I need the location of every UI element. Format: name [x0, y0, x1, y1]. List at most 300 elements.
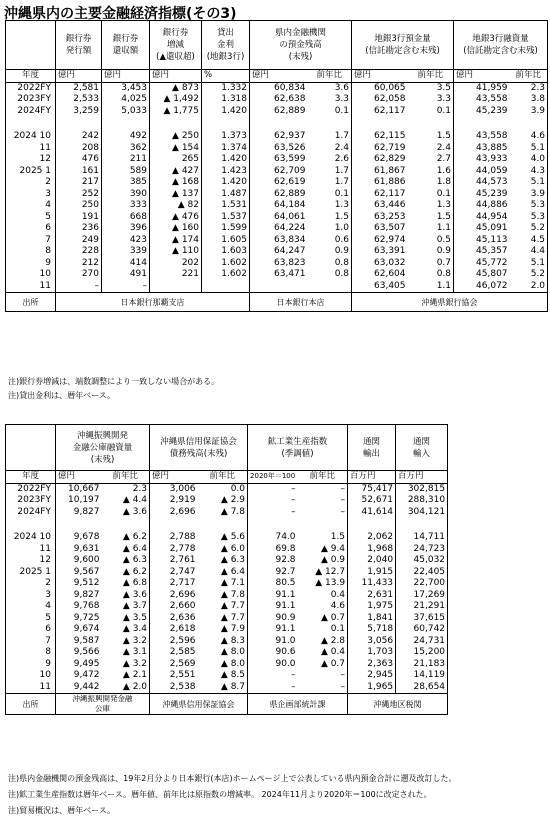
table-cell: 62,058: [352, 94, 408, 106]
table-cell: 22,405: [396, 567, 448, 579]
row-label: 2024 10: [6, 131, 56, 143]
table-cell: 2.4: [408, 143, 454, 155]
table-cell: 63,507: [352, 223, 408, 235]
table-cell: 45,772: [454, 258, 510, 270]
table-row: [6, 246, 548, 258]
table-cell: –: [298, 507, 348, 519]
row-label: 10: [6, 269, 56, 281]
table-cell: 3.3: [308, 94, 352, 106]
table-cell: 62,889: [250, 106, 308, 118]
table-cell: 3,453: [102, 82, 150, 94]
table-cell: ▲ 82: [150, 200, 202, 212]
table-cell: 5.1: [510, 143, 548, 155]
table-cell: 80.5: [248, 578, 298, 590]
table-cell: 1.487: [202, 189, 250, 201]
table-cell: 2,040: [348, 555, 396, 567]
table-row: [6, 94, 548, 106]
header-bank-return: 銀行券 還収額: [102, 21, 150, 70]
table-cell: ▲ 7.7: [198, 601, 248, 613]
table-cell: 11,433: [348, 578, 396, 590]
table-cell: 1.423: [202, 166, 250, 178]
table-cell: 62,829: [352, 154, 408, 166]
table-cell: 1.603: [202, 246, 250, 258]
header-blank: [6, 425, 56, 471]
spacer-cell: [408, 117, 454, 131]
table-cell: 304,121: [396, 507, 448, 519]
table-cell: 2,538: [150, 682, 198, 694]
table-cell: 2.6: [308, 154, 352, 166]
table-cell: 43,933: [454, 154, 510, 166]
table-cell: 63,834: [250, 235, 308, 247]
spacer-cell: [248, 518, 298, 532]
table-cell: 17,269: [396, 590, 448, 602]
table-cell: ▲ 8.0: [198, 659, 248, 671]
table-cell: 423: [102, 235, 150, 247]
table-row: [6, 636, 448, 648]
table-cell: 0.1: [408, 189, 454, 201]
table-cell: ▲ 8.3: [198, 636, 248, 648]
row-label: 2025 1: [6, 567, 56, 579]
table-cell: 21,291: [396, 601, 448, 613]
table-cell: –: [298, 670, 348, 682]
table-cell: 252: [56, 189, 102, 201]
table-row: [6, 567, 448, 579]
table-row: [6, 495, 448, 507]
table-cell: 0.9: [408, 246, 454, 258]
table-cell: 91.1: [248, 624, 298, 636]
table-cell: –: [298, 682, 348, 694]
table-row: [6, 269, 548, 281]
header-loans3: 地銀3行融資量 (信託勘定含む末残): [454, 21, 548, 70]
table-cell: 1.5: [308, 212, 352, 224]
units-row: [6, 471, 448, 484]
table-row: [6, 281, 548, 293]
table-row: [6, 200, 548, 212]
header-mining: 鉱工業生産指数 (季調値): [248, 425, 348, 471]
unit-cell: 億円: [56, 70, 102, 83]
spacer-cell: [102, 117, 150, 131]
table-cell: 1,968: [348, 544, 396, 556]
table-cell: 64,224: [250, 223, 308, 235]
table-cell: 2.7: [408, 154, 454, 166]
table-cell: 24,723: [396, 544, 448, 556]
source-customs: 沖縄地区税関: [348, 694, 448, 715]
table-cell: 250: [56, 200, 102, 212]
table-row: [6, 131, 548, 143]
table-cell: ▲ 1,492: [150, 94, 202, 106]
table-cell: 2,618: [150, 624, 198, 636]
unit-cell: 前年比: [198, 471, 248, 484]
table-cell: 2,945: [348, 670, 396, 682]
table-cell: ▲ 3.6: [102, 590, 150, 602]
table-cell: 44,573: [454, 177, 510, 189]
table-cell: 64,247: [250, 246, 308, 258]
table-cell: ▲ 873: [150, 82, 202, 94]
spacer-cell: [250, 117, 308, 131]
table-cell: 5.2: [510, 269, 548, 281]
table-cell: –: [56, 281, 102, 293]
unit-cell: 前年比: [510, 70, 548, 83]
spacer-row: [6, 117, 548, 131]
table-cell: 62,719: [352, 143, 408, 155]
table-cell: 362: [102, 143, 150, 155]
table-cell: 191: [56, 212, 102, 224]
row-label: 9: [6, 659, 56, 671]
table-cell: 1.7: [308, 166, 352, 178]
table-cell: 1.374: [202, 143, 250, 155]
table-cell: 0.8: [408, 269, 454, 281]
table-cell: 1.5: [408, 131, 454, 143]
table-cell: 45,032: [396, 555, 448, 567]
table-cell: 63,471: [250, 269, 308, 281]
table-cell: 0.6: [308, 235, 352, 247]
table-cell: –: [248, 670, 298, 682]
spacer-cell: [102, 518, 150, 532]
row-label: 4: [6, 200, 56, 212]
table-cell: 161: [56, 166, 102, 178]
table-cell: 91.1: [248, 601, 298, 613]
table-cell: [250, 281, 308, 293]
row-label: 2: [6, 578, 56, 590]
table-cell: 3,259: [56, 106, 102, 118]
table-cell: 2,717: [150, 578, 198, 590]
table-cell: ▲ 3.1: [102, 647, 150, 659]
table-cell: ▲ 2.1: [102, 670, 150, 682]
table-cell: 4.0: [510, 154, 548, 166]
table-cell: 28,654: [396, 682, 448, 694]
table-cell: 302,815: [396, 483, 448, 495]
table-cell: 2,696: [150, 507, 198, 519]
table-cell: 1.3: [408, 200, 454, 212]
table-cell: ▲ 7.7: [198, 613, 248, 625]
table-cell: ▲ 5.6: [198, 532, 248, 544]
table-cell: 1.7: [308, 177, 352, 189]
unit-cell: 前年比: [308, 70, 352, 83]
table-cell: ▲ 154: [150, 143, 202, 155]
table-cell: 333: [102, 200, 150, 212]
row-label: 11: [6, 143, 56, 155]
table-cell: ▲ 3.2: [102, 659, 150, 671]
table-cell: ▲ 0.9: [298, 555, 348, 567]
table-row: [6, 223, 548, 235]
table-cell: 63,526: [250, 143, 308, 155]
table-cell: 45,239: [454, 189, 510, 201]
unit-cell: 百万円: [348, 471, 396, 484]
table-cell: ▲ 110: [150, 246, 202, 258]
table-cell: 5.2: [510, 223, 548, 235]
table-cell: 62,604: [352, 269, 408, 281]
table-cell: 3,006: [150, 483, 198, 495]
row-label: 5: [6, 212, 56, 224]
note-1: 注)銀行券増減は、端数調整により一致しない場合がある。: [8, 377, 220, 386]
table-cell: 2,596: [150, 636, 198, 648]
table-cell: 2.4: [308, 143, 352, 155]
table-cell: [308, 281, 352, 293]
table-row: [6, 544, 448, 556]
table-cell: 1,965: [348, 682, 396, 694]
table-cell: 9,567: [56, 567, 102, 579]
unit-cell: 億円: [352, 70, 408, 83]
row-label: 11: [6, 544, 56, 556]
table-cell: 9,566: [56, 647, 102, 659]
unit-cell: 億円: [454, 70, 510, 83]
table-cell: ▲ 0.4: [298, 647, 348, 659]
table-cell: 44,886: [454, 200, 510, 212]
table-cell: 21,183: [396, 659, 448, 671]
row-label: 2023FY: [6, 495, 56, 507]
table-cell: 2,660: [150, 601, 198, 613]
table-cell: ▲ 7.9: [198, 624, 248, 636]
table-cell: 249: [56, 235, 102, 247]
table-cell: 45,113: [454, 235, 510, 247]
table-cell: 9,827: [56, 590, 102, 602]
row-label: 8: [6, 246, 56, 258]
table-cell: 14,119: [396, 670, 448, 682]
spacer-cell: [352, 117, 408, 131]
table-cell: 63,599: [250, 154, 308, 166]
table-cell: 2,788: [150, 532, 198, 544]
table-cell: 74.0: [248, 532, 298, 544]
table-cell: 64,061: [250, 212, 308, 224]
unit-cell: 億円: [250, 70, 308, 83]
table-cell: 3.9: [510, 189, 548, 201]
table-cell: ▲ 13.9: [298, 578, 348, 590]
table-cell: 3.8: [510, 94, 548, 106]
spacer-cell: [198, 518, 248, 532]
header-deposits3: 地銀3行預金量 (信託勘定含む末残): [352, 21, 454, 70]
table-cell: 396: [102, 223, 150, 235]
table-cell: 265: [150, 154, 202, 166]
table-cell: 90.9: [248, 613, 298, 625]
source-dev: 沖縄振興開発金融 公庫: [56, 694, 150, 715]
header-exports: 通関 輸出: [348, 425, 396, 471]
source-boj: 日本銀行那覇支店: [56, 293, 250, 312]
table-cell: 414: [102, 258, 150, 270]
table-cell: 2,551: [150, 670, 198, 682]
table-cell: ▲ 6.2: [102, 532, 150, 544]
table-cell: ▲ 427: [150, 166, 202, 178]
table-cell: ▲ 8.0: [198, 647, 248, 659]
table-cell: 1.5: [298, 532, 348, 544]
table-cell: ▲ 250: [150, 131, 202, 143]
note-5: 注)貿易概況は、暦年ベース。: [8, 806, 115, 815]
table-cell: 43,558: [454, 131, 510, 143]
financial-indicators-table: [5, 20, 548, 312]
table-cell: 1.373: [202, 131, 250, 143]
table-cell: 0.1: [298, 624, 348, 636]
table-cell: 2,363: [348, 659, 396, 671]
table-cell: 4,025: [102, 94, 150, 106]
table-cell: 0.8: [308, 258, 352, 270]
table-cell: 92.7: [248, 567, 298, 579]
table-cell: ▲ 7.1: [198, 578, 248, 590]
header-bank-net: 銀行券 増減 (▲還収超): [150, 21, 202, 70]
table-cell: 63,405: [352, 281, 408, 293]
spacer-cell: [150, 117, 202, 131]
table-cell: 1.605: [202, 235, 250, 247]
table-cell: 236: [56, 223, 102, 235]
row-label: 2023FY: [6, 94, 56, 106]
table-cell: 589: [102, 166, 150, 178]
header-dev: 沖縄振興開発 金融公庫融資量 (末残): [56, 425, 150, 471]
table-cell: 63,823: [250, 258, 308, 270]
spacer-cell: [56, 117, 102, 131]
unit-cell: 億円: [56, 471, 102, 484]
table-cell: 228: [56, 246, 102, 258]
table-cell: 41,614: [348, 507, 396, 519]
header-deposits-all: 県内金融機関 の預金残高 (末残): [250, 21, 352, 70]
table-cell: 62,889: [250, 189, 308, 201]
table-cell: 63,032: [352, 258, 408, 270]
table-cell: 0.9: [308, 246, 352, 258]
unit-cell: 億円: [102, 70, 150, 83]
table-cell: ▲ 3.6: [102, 507, 150, 519]
table-cell: –: [248, 507, 298, 519]
table-cell: 5.1: [510, 177, 548, 189]
row-label: 12: [6, 154, 56, 166]
table-cell: 45,357: [454, 246, 510, 258]
row-label: 10: [6, 670, 56, 682]
table-cell: 491: [102, 269, 150, 281]
table-cell: 2,533: [56, 94, 102, 106]
table-cell: 2.3: [510, 82, 548, 94]
table-cell: 63,391: [352, 246, 408, 258]
table-row: [6, 106, 548, 118]
source-guarantee: 沖縄県信用保証協会: [150, 694, 248, 715]
table-cell: 0.1: [308, 189, 352, 201]
table-cell: 0.0: [198, 483, 248, 495]
table-cell: 63,253: [352, 212, 408, 224]
header-imports: 通関 輸入: [396, 425, 448, 471]
table-row: [6, 601, 448, 613]
table-cell: 62,115: [352, 131, 408, 143]
table-cell: ▲ 0.7: [298, 659, 348, 671]
row-label: 2: [6, 177, 56, 189]
table-cell: 64,184: [250, 200, 308, 212]
unit-cell: 前年比: [298, 471, 348, 484]
table-cell: 0.5: [408, 235, 454, 247]
unit-cell: 年度: [6, 70, 56, 83]
table-cell: 339: [102, 246, 150, 258]
table-cell: ▲ 6.4: [198, 567, 248, 579]
table-row: [6, 624, 448, 636]
table-cell: 385: [102, 177, 150, 189]
table-cell: ▲ 6.0: [198, 544, 248, 556]
table-cell: –: [248, 495, 298, 507]
table-row: [6, 507, 448, 519]
table-cell: 52,671: [348, 495, 396, 507]
table-cell: ▲ 168: [150, 177, 202, 189]
table-cell: 60,834: [250, 82, 308, 94]
unit-cell: 2020年＝100: [248, 471, 298, 484]
table-cell: 91.0: [248, 636, 298, 648]
table-cell: 270: [56, 269, 102, 281]
table-cell: [202, 281, 250, 293]
table-cell: 1.1: [408, 223, 454, 235]
table-cell: ▲ 0.7: [298, 613, 348, 625]
units-row: [6, 70, 548, 83]
table-row: [6, 578, 448, 590]
table-cell: 4.6: [298, 601, 348, 613]
table-cell: 2,636: [150, 613, 198, 625]
table-cell: 0.8: [308, 269, 352, 281]
table-row: [6, 166, 548, 178]
table-cell: [150, 281, 202, 293]
table-cell: 2,631: [348, 590, 396, 602]
table-cell: 92.8: [248, 555, 298, 567]
table-row: [6, 212, 548, 224]
spacer-cell: [298, 518, 348, 532]
source-label: 出所: [6, 694, 56, 715]
unit-cell: 億円: [150, 70, 202, 83]
table-cell: 62,117: [352, 189, 408, 201]
table-cell: 0.7: [408, 258, 454, 270]
table-cell: ▲ 2.8: [298, 636, 348, 648]
table-cell: 9,472: [56, 670, 102, 682]
row-label: 3: [6, 189, 56, 201]
table-cell: ▲ 7.8: [198, 507, 248, 519]
spacer-cell: [202, 117, 250, 131]
header-loan-rate: 貸出 金利 (地銀3行): [202, 21, 250, 70]
table-cell: 14,711: [396, 532, 448, 544]
row-label: 7: [6, 636, 56, 648]
table-cell: 3.5: [408, 82, 454, 94]
table-row: [6, 647, 448, 659]
row-label: 2022FY: [6, 483, 56, 495]
source-boj-hq: 日本銀行本店: [250, 293, 352, 312]
header-bank-issue: 銀行券 発行額: [56, 21, 102, 70]
table-cell: 9,827: [56, 507, 102, 519]
row-label: 2024FY: [6, 106, 56, 118]
spacer-cell: [308, 117, 352, 131]
table-cell: 1.599: [202, 223, 250, 235]
table-row: [6, 682, 448, 694]
table-cell: 1.537: [202, 212, 250, 224]
table-cell: ▲ 137: [150, 189, 202, 201]
table-cell: 62,117: [352, 106, 408, 118]
table-cell: 45,091: [454, 223, 510, 235]
table-cell: 2,696: [150, 590, 198, 602]
table-cell: 4.4: [510, 246, 548, 258]
table-cell: 9,600: [56, 555, 102, 567]
table-cell: 90.6: [248, 647, 298, 659]
spacer-row: [6, 518, 448, 532]
unit-cell: 前年比: [408, 70, 454, 83]
row-label: 2024FY: [6, 507, 56, 519]
table-cell: ▲ 4.4: [102, 495, 150, 507]
row-label: 8: [6, 647, 56, 659]
table-row: [6, 258, 548, 270]
table-cell: ▲ 6.3: [102, 555, 150, 567]
table-cell: ▲ 12.7: [298, 567, 348, 579]
table-cell: 61,886: [352, 177, 408, 189]
table-cell: ▲ 3.2: [102, 636, 150, 648]
table-cell: 24,731: [396, 636, 448, 648]
row-label: 3: [6, 590, 56, 602]
table-cell: 2,569: [150, 659, 198, 671]
table-cell: 1,841: [348, 613, 396, 625]
table-cell: ▲ 1,775: [150, 106, 202, 118]
table-cell: 1.602: [202, 258, 250, 270]
table-cell: ▲ 476: [150, 212, 202, 224]
row-label: 12: [6, 555, 56, 567]
table-cell: 1,975: [348, 601, 396, 613]
note-4: 注)鉱工業生産指数は暦年ベース。暦年値、前年比は原指数の増減率。 2024年11月より2020年＝100に改定された。: [8, 790, 432, 799]
table-cell: 0.1: [408, 106, 454, 118]
table-cell: 43,558: [454, 94, 510, 106]
table-cell: 5,033: [102, 106, 150, 118]
table-cell: 208: [56, 143, 102, 155]
